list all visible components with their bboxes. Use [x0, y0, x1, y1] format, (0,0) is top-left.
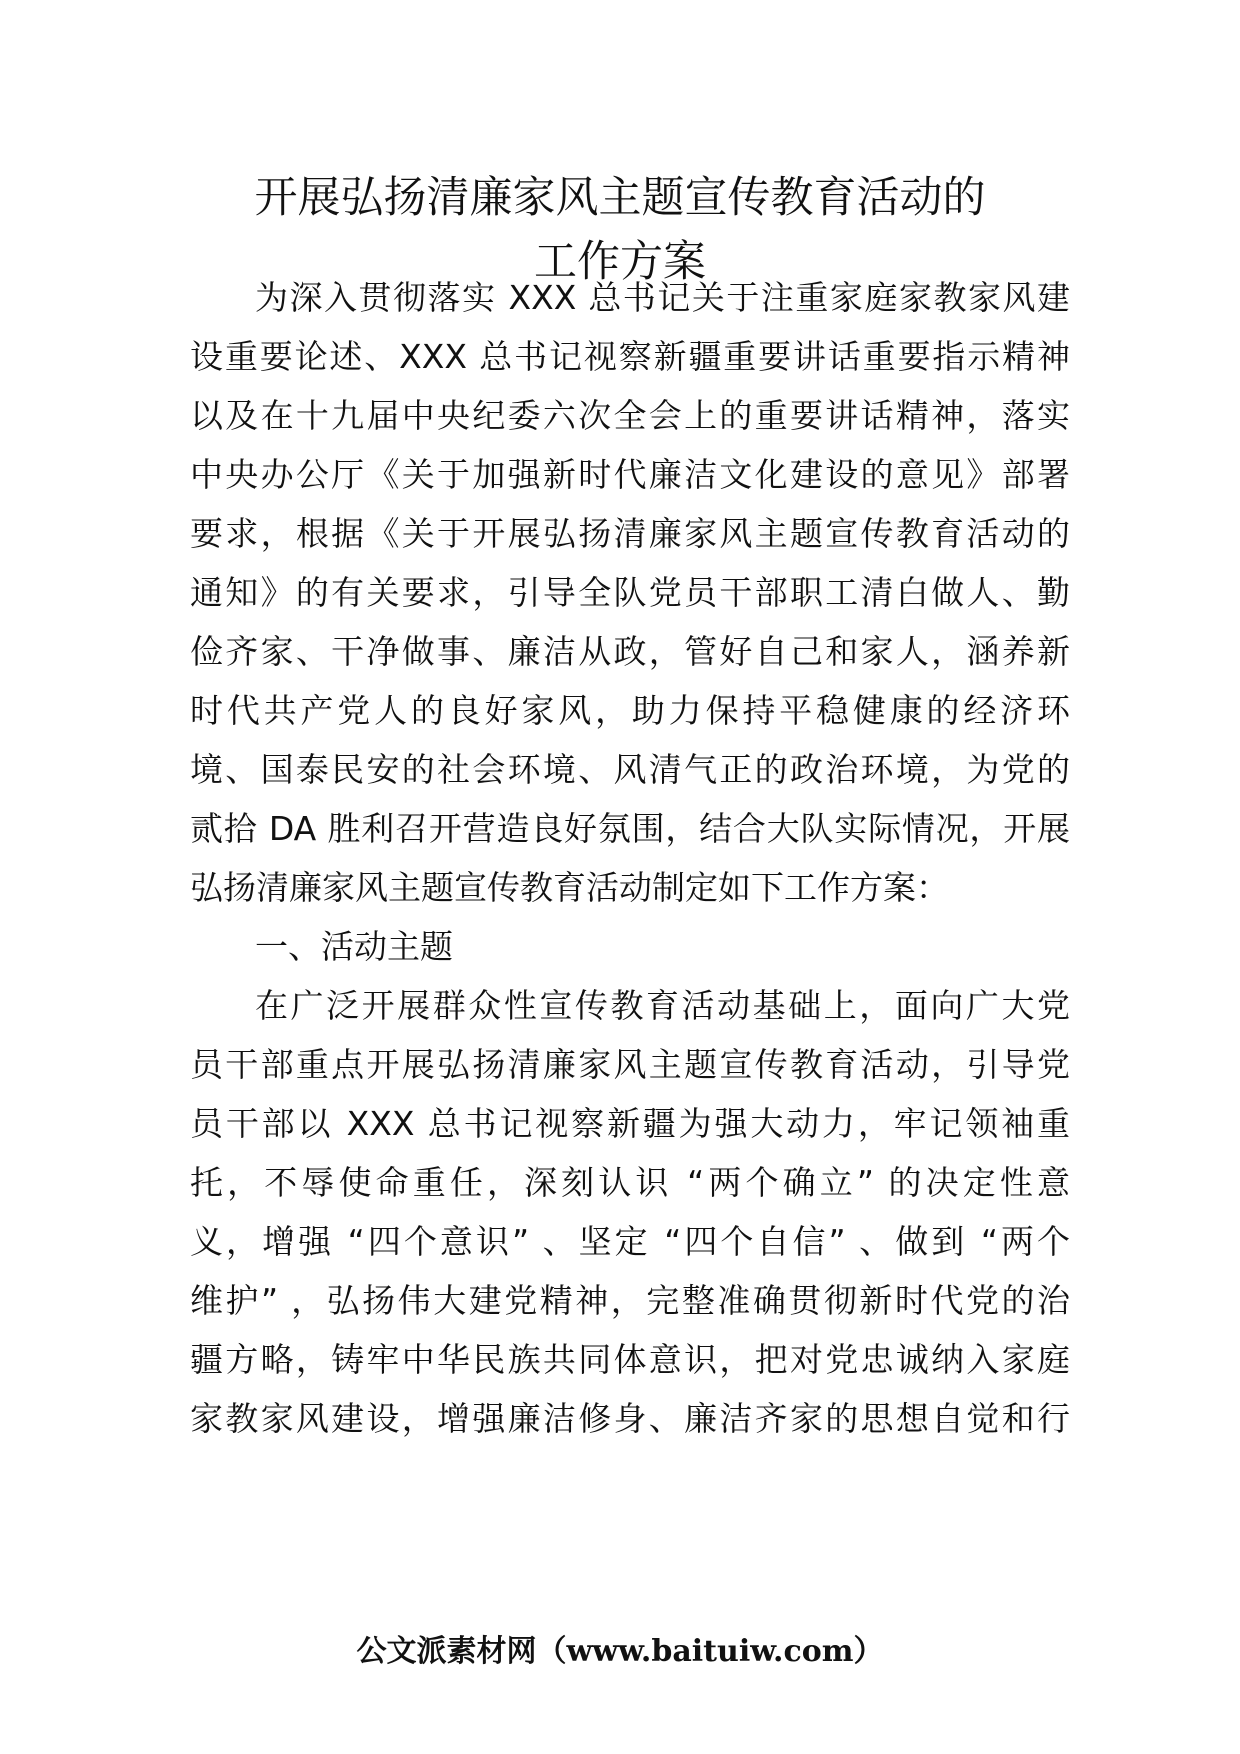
paragraph-line: 义，增强 “四个意识” 、坚定 “四个自信” 、做到 “两个: [190, 1222, 1070, 1261]
footer-watermark: 公文派素材网（www.baituiw.com）: [356, 1634, 884, 1669]
paragraph-line: 员干部以 XXX 总书记视察新疆为强大动力，牢记领袖重: [190, 1104, 1070, 1143]
paragraph-line: 在广泛开展群众性宣传教育活动基础上，面向广大党: [255, 986, 1070, 1025]
paragraph-line: 要求，根据《关于开展弘扬清廉家风主题宣传教育活动的: [190, 514, 1070, 553]
paragraph-line: 维护” ，弘扬伟大建党精神，完整准确贯彻新时代党的治: [190, 1281, 1070, 1320]
section-heading: 一、活动主题: [255, 927, 453, 966]
document-title-line-2: 工作方案: [534, 237, 706, 287]
paragraph-line: 贰拾 DA 胜利召开营造良好氛围，结合大队实际情况，开展: [190, 809, 1070, 848]
paragraph-line: 疆方略，铸牢中华民族共同体意识，把对党忠诚纳入家庭: [190, 1340, 1070, 1379]
paragraph-line: 以及在十九届中央纪委六次全会上的重要讲话精神，落实: [190, 396, 1070, 435]
document-title-line-1: 开展弘扬清廉家风主题宣传教育活动的: [254, 173, 986, 223]
paragraph-line: 设重要论述、XXX 总书记视察新疆重要讲话重要指示精神: [190, 337, 1070, 376]
paragraph-line: 为深入贯彻落实 XXX 总书记关于注重家庭家教家风建: [255, 278, 1070, 317]
paragraph-line: 通知》的有关要求，引导全队党员干部职工清白做人、勤: [190, 573, 1070, 612]
paragraph-line: 托，不辱使命重任，深刻认识 “两个确立” 的决定性意: [190, 1163, 1070, 1202]
paragraph-line: 时代共产党人的良好家风，助力保持平稳健康的经济环: [190, 691, 1070, 730]
paragraph-line: 家教家风建设，增强廉洁修身、廉洁齐家的思想自觉和行: [190, 1399, 1070, 1438]
paragraph-line: 员干部重点开展弘扬清廉家风主题宣传教育活动，引导党: [190, 1045, 1070, 1084]
paragraph-line: 弘扬清廉家风主题宣传教育活动制定如下工作方案：: [190, 868, 949, 907]
paragraph-line: 境、国泰民安的社会环境、风清气正的政治环境，为党的: [190, 750, 1070, 789]
paragraph-line: 俭齐家、干净做事、廉洁从政，管好自己和家人，涵养新: [190, 632, 1070, 671]
paragraph-line: 中央办公厅《关于加强新时代廉洁文化建设的意见》部署: [190, 455, 1070, 494]
